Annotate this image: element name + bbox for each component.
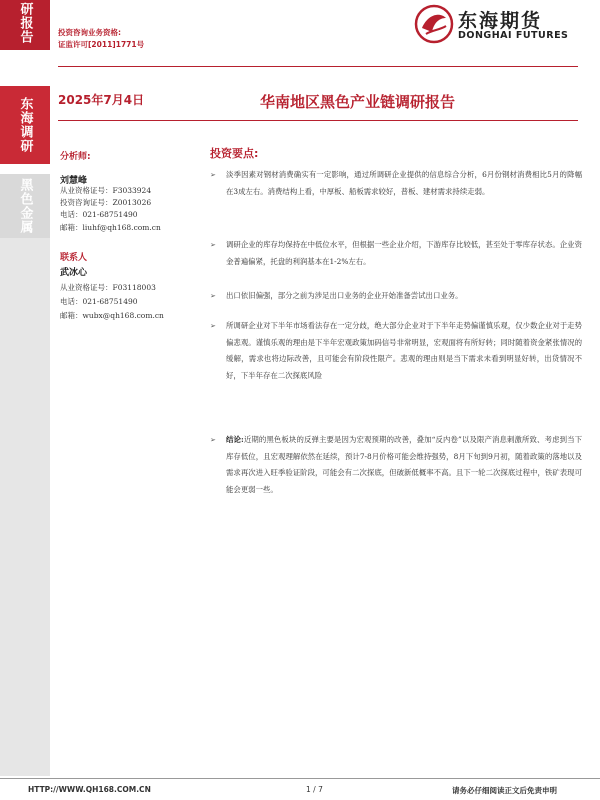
highlight-text: 淡季因素对钢材消费确实有一定影响，通过所调研企业提供的信息综合分析，6月份钢材消费相比5月的降幅在3成左右。消费结构上看，中厚板、船板需求较好，普板、建材需求持续走弱。 <box>226 170 582 196</box>
analyst-email[interactable]: 邮箱：liuhf@qh168.com.cn <box>60 223 161 232</box>
arrow-bullet-icon: ➢ <box>210 292 216 300</box>
logo-english-text: DONGHAI FUTURES <box>458 30 569 41</box>
arrow-bullet-icon: ➢ <box>210 322 216 330</box>
arrow-bullet-icon: ➢ <box>210 436 216 444</box>
footer-page-number: 1 / 7 <box>306 785 323 794</box>
footer-rule <box>0 778 600 779</box>
highlight-bullet-conclusion <box>210 432 582 498</box>
arrow-bullet-icon: ➢ <box>210 171 216 179</box>
page-title: 华南地区黑色产业链调研报告 <box>260 93 456 111</box>
contact-email[interactable]: 邮箱：wubx@qh168.com.cn <box>60 311 164 320</box>
contact-qualification: 从业资格证号：F03118003 <box>60 283 156 292</box>
arrow-bullet-icon: ➢ <box>210 241 216 249</box>
highlight-text: 出口依旧偏强，部分之前为涉足出口业务的企业开始准备尝试出口业务。 <box>226 291 463 300</box>
license-line-2: 证监许可[2011]1771号 <box>58 40 145 49</box>
highlight-text: 所调研企业对下半年市场看法存在一定分歧，绝大部分企业对于下半年走势偏谨慎乐观，仅少数企业对于走势偏悲观。谨慎乐观的理由是下半年宏观政策加码信号非常明显，宏观面将有所好转；同时随着资金紧张情况的缓解，需求也将边际改善，且可能会有阶段性限产。悲观的理由则是当下需求未看到明显好转，出货情况不好，下半年存在二次探底风险 <box>226 321 582 380</box>
highlight-text: 近期的黑色板块的反弹主要是因为宏观预期的改善，叠加“反内卷”以及限产消息刺激所致、考虑到当下库存低位，且宏观理解依然在延续，预计7-8月价格可能会维持强势，8月下旬到9月初，随着政策的落地以及需求再次进入旺季验证阶段，可能会有二次探底，但破新低概率不高。且下一轮二次探底过程中，铁矿表现可能会更弱一些。 <box>226 435 582 494</box>
contact-name: 武冰心 <box>60 268 88 278</box>
side-tab-category: 黑色金属 <box>0 174 50 238</box>
analyst-qualification: 从业资格证号：F3033924 <box>60 186 152 195</box>
side-tab-research: 东海调研 <box>0 86 50 164</box>
analyst-consult-id: 投资咨询证号：Z0013026 <box>60 198 152 207</box>
analyst-name: 刘慧峰 <box>60 176 88 186</box>
highlight-bullet-1 <box>210 167 582 200</box>
side-grey-strip <box>0 238 50 776</box>
highlight-bullet-3 <box>210 288 582 305</box>
header-rule-bottom <box>58 120 578 121</box>
logo-chinese-text: 东海期货 <box>458 10 543 32</box>
highlight-bullet-4 <box>210 318 582 384</box>
license-line-1: 投资咨询业务资格: <box>58 28 121 37</box>
footer-url[interactable]: HTTP://WWW.QH168.COM.CN <box>28 785 151 794</box>
side-tab-report: 研报告 <box>0 0 50 50</box>
donghai-logo-icon <box>414 4 454 44</box>
highlight-text: 调研企业的库存均保持在中低位水平，但根据一些企业介绍，下游库存比较低，甚至处于零库存状态。企业资金普遍偏紧，托盘的利润基本在1-2%左右。 <box>226 240 582 266</box>
conclusion-label: 结论: <box>226 435 244 444</box>
analyst-heading: 分析师: <box>60 152 91 162</box>
analyst-phone: 电话：021-68751490 <box>60 210 138 219</box>
highlights-heading: 投资要点: <box>210 147 259 160</box>
report-date: 2025年7月4日 <box>58 93 145 107</box>
highlight-bullet-2 <box>210 237 582 270</box>
contact-phone: 电话：021-68751490 <box>60 297 138 306</box>
contact-heading: 联系人 <box>60 253 88 263</box>
footer-disclaimer: 请务必仔细阅读正文后免责申明 <box>452 786 557 795</box>
header-rule-top <box>58 66 578 67</box>
